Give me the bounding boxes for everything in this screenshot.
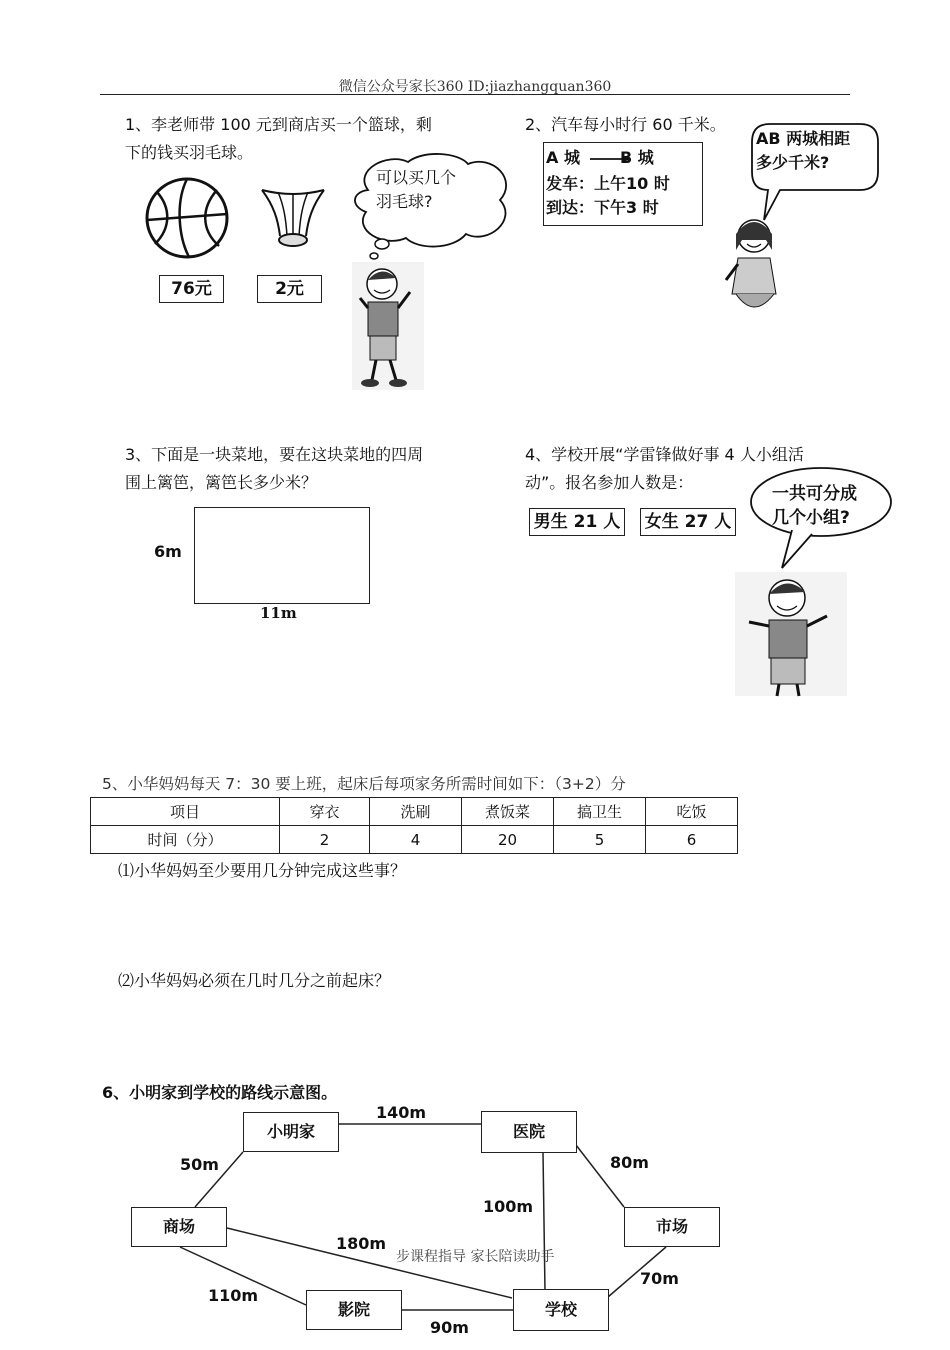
distance-home-mall: 50m — [180, 1155, 219, 1174]
map-node-school: 学校 — [513, 1289, 609, 1331]
q2-bubble-line1: AB 两城相距 — [756, 129, 851, 148]
girls-count: 女生 27 人 — [640, 508, 736, 536]
q4-bubble-line2: 几个小组? — [772, 508, 850, 528]
q3-line1: 3、下面是一块菜地，要在这块菜地的四周 — [125, 445, 424, 464]
table-header-cell: 洗刷 — [370, 798, 462, 826]
distance-home-hospital: 140m — [376, 1103, 427, 1122]
table-header-cell: 煮饭菜 — [462, 798, 554, 826]
map-node-cinema: 影院 — [306, 1290, 402, 1330]
table-cell: 5 — [554, 826, 646, 854]
basketball-price: 76元 — [159, 275, 224, 303]
route-city-a: A 城 — [546, 148, 580, 167]
table-header-cell: 搞卫生 — [554, 798, 646, 826]
table-header-cell: 吃饭 — [645, 798, 737, 826]
map-node-home: 小明家 — [243, 1112, 339, 1152]
route-city-b: B 城 — [620, 148, 654, 167]
q1-line1: 1、李老师带 100 元到商店买一个篮球，剩 — [125, 115, 432, 134]
q2-bubble-line2: 多少千米? — [756, 153, 830, 172]
table-cell: 6 — [645, 826, 737, 854]
boys-count: 男生 21 人 — [529, 508, 625, 536]
depart-time: 发车：上午10 时 — [546, 174, 670, 193]
distance-cinema-school: 90m — [430, 1318, 469, 1337]
map-node-mall: 商场 — [131, 1207, 227, 1247]
map-node-market: 市场 — [624, 1207, 720, 1247]
q4-bubble-line1: 一共可分成 — [772, 484, 857, 504]
distance-market-school: 70m — [640, 1269, 679, 1288]
q2-title: 2、汽车每小时行 60 千米。 — [525, 115, 726, 134]
table-cell: 20 — [462, 826, 554, 854]
plot-width-label: 11m — [260, 604, 297, 622]
plot-height-label: 6m — [154, 542, 182, 561]
table-cell: 4 — [370, 826, 462, 854]
q5-subquestion-1: ⑴小华妈妈至少要用几分钟完成这些事？ — [118, 861, 407, 880]
distance-mall-cinema: 110m — [208, 1286, 259, 1305]
q5-subquestion-2: ⑵小华妈妈必须在几时几分之前起床？ — [118, 971, 391, 990]
map-node-hospital: 医院 — [481, 1111, 577, 1153]
table-header-cell: 穿衣 — [280, 798, 370, 826]
table-cell: 时间（分） — [91, 826, 280, 854]
distance-hospital-market: 80m — [610, 1153, 649, 1172]
shuttlecock-price: 2元 — [257, 275, 322, 303]
q1-line2: 下的钱买羽毛球。 — [125, 143, 254, 162]
q4-line2: 动”。报名参加人数是： — [525, 473, 694, 492]
table-header-cell: 项目 — [91, 798, 280, 826]
q4-line1: 4、学校开展“学雷锋做好事 4 人小组活 — [525, 445, 804, 464]
page-footer: 步课程指导 家长陪读助手 — [396, 1249, 555, 1265]
q6-title: 6、小明家到学校的路线示意图。 — [102, 1083, 338, 1102]
distance-hospital-school: 100m — [483, 1197, 534, 1216]
arrive-time: 到达：下午3 时 — [546, 198, 659, 217]
table-cell: 2 — [280, 826, 370, 854]
q1-cloud-line1: 可以买几个 — [376, 168, 457, 187]
q3-line2: 围上篱笆，篱笆长多少米？ — [125, 473, 318, 492]
distance-mall-school: 180m — [336, 1234, 387, 1253]
q1-cloud-line2: 羽毛球? — [376, 192, 433, 211]
page-header: 微信公众号家长360 ID:jiazhangquan360 — [338, 79, 612, 95]
q5-title: 5、小华妈妈每天 7：30 要上班，起床后每项家务所需时间如下：（3+2）分 — [102, 775, 626, 793]
